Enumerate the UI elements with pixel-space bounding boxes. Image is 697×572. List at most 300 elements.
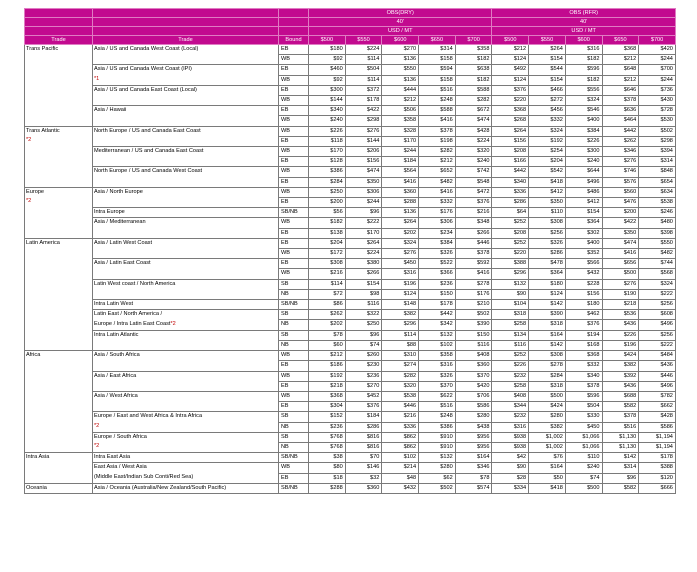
dry-rate-cell: $442 bbox=[419, 310, 456, 320]
dry-rate-cell: $270 bbox=[382, 45, 419, 55]
dry-rate-cell: $92 bbox=[309, 75, 346, 85]
dry-rate-cell: $176 bbox=[455, 289, 492, 299]
header-blank bbox=[25, 9, 93, 18]
rfr-rate-cell: $212 bbox=[602, 75, 639, 85]
rfr-rate-cell: $648 bbox=[602, 65, 639, 75]
table-row bbox=[25, 65, 676, 75]
rfr-rate-cell: $212 bbox=[602, 55, 639, 65]
rfr-rate-cell: $350 bbox=[602, 228, 639, 238]
bound-cell: EB bbox=[279, 473, 309, 483]
rfr-rate-cell: $496 bbox=[639, 381, 676, 391]
rfr-rate-cell: $544 bbox=[529, 65, 566, 75]
rfr-rate-cell: $782 bbox=[639, 391, 676, 401]
dry-rate-cell: $154 bbox=[345, 279, 382, 289]
route-label bbox=[93, 279, 279, 299]
rfr-rate-cell: $938 bbox=[492, 442, 529, 452]
rfr-rate-cell: $276 bbox=[602, 279, 639, 289]
rfr-rate-cell: $546 bbox=[565, 106, 602, 116]
dry-rate-cell: $136 bbox=[382, 208, 419, 218]
dry-rate-cell: $132 bbox=[419, 330, 456, 340]
rfr-rate-cell: $744 bbox=[639, 259, 676, 269]
dry-rate-cell: $358 bbox=[455, 45, 492, 55]
group-size-dry: 40' bbox=[309, 18, 492, 27]
rfr-rate-cell: $178 bbox=[639, 453, 676, 463]
rfr-rate-cell: $446 bbox=[639, 371, 676, 381]
dry-rate-cell: $652 bbox=[419, 167, 456, 177]
route-label-text: Intra Latin West bbox=[94, 301, 134, 308]
dry-rate-cell: $172 bbox=[309, 249, 346, 259]
route-label bbox=[93, 259, 279, 279]
dry-rate-cell: $288 bbox=[382, 198, 419, 208]
group-title-rfr: OBS (RFR) bbox=[492, 9, 675, 18]
route-label bbox=[93, 463, 279, 473]
dry-rate-cell: $322 bbox=[345, 310, 382, 320]
dry-rate-cell: $70 bbox=[345, 453, 382, 463]
dry-rate-cell: $376 bbox=[345, 402, 382, 412]
rfr-rate-cell: $530 bbox=[639, 116, 676, 126]
dry-rate-cell: $264 bbox=[345, 238, 382, 248]
rfr-rate-cell: $504 bbox=[565, 402, 602, 412]
table-row bbox=[25, 371, 676, 381]
group-unit-rfr: USD / MT bbox=[492, 27, 675, 36]
table-row bbox=[25, 442, 676, 452]
rfr-rate-cell: $110 bbox=[529, 208, 566, 218]
dry-rate-cell: $446 bbox=[455, 238, 492, 248]
dry-rate-cell: $550 bbox=[382, 65, 419, 75]
route-label bbox=[93, 371, 279, 391]
rfr-rate-cell: $180 bbox=[529, 279, 566, 289]
rfr-rate-cell: $536 bbox=[602, 310, 639, 320]
rfr-rate-cell: $142 bbox=[602, 453, 639, 463]
rfr-rate-cell: $424 bbox=[602, 351, 639, 361]
rfr-rate-cell: $74 bbox=[565, 473, 602, 483]
rfr-rate-cell: $486 bbox=[565, 187, 602, 197]
rfr-rate-cell: $180 bbox=[565, 300, 602, 310]
route-label-text: Asia / South Africa bbox=[94, 352, 140, 359]
rfr-rate-cell: $164 bbox=[529, 330, 566, 340]
rfr-rate-cell: $252 bbox=[492, 238, 529, 248]
route-label-text: Europe / East and West Africa & Intra Africa bbox=[94, 413, 203, 420]
rfr-rate-cell: $316 bbox=[492, 422, 529, 432]
route-label bbox=[93, 391, 279, 411]
trade-name: Oceania bbox=[26, 484, 47, 491]
rfr-rate-cell: $190 bbox=[602, 289, 639, 299]
dry-rate-cell: $248 bbox=[419, 412, 456, 422]
rfr-rate-cell: $436 bbox=[639, 361, 676, 371]
dry-rate-cell: $314 bbox=[419, 45, 456, 55]
rfr-rate-cell: $284 bbox=[529, 371, 566, 381]
rfr-rate-cell: $388 bbox=[492, 259, 529, 269]
dry-rate-cell: $114 bbox=[382, 330, 419, 340]
rfr-rate-cell: $478 bbox=[529, 259, 566, 269]
dry-rate-cell: $128 bbox=[309, 157, 346, 167]
rfr-rate-cell: $220 bbox=[492, 249, 529, 259]
dry-rate-cell: $114 bbox=[345, 55, 382, 65]
dry-rate-cell: $196 bbox=[382, 279, 419, 289]
table-row bbox=[25, 167, 676, 177]
dry-rate-cell: $286 bbox=[345, 422, 382, 432]
price-header: $700 bbox=[455, 36, 492, 45]
rfr-rate-cell: $262 bbox=[602, 136, 639, 146]
dry-rate-cell: $910 bbox=[419, 442, 456, 452]
dry-rate-cell: $206 bbox=[345, 147, 382, 157]
dry-rate-cell: $182 bbox=[455, 75, 492, 85]
trade-name: Latin America bbox=[26, 239, 60, 246]
rfr-rate-cell: $64 bbox=[492, 208, 529, 218]
dry-rate-cell: $184 bbox=[382, 157, 419, 167]
dry-rate-cell: $138 bbox=[309, 228, 346, 238]
rfr-rate-cell: $154 bbox=[565, 208, 602, 218]
dry-rate-cell: $78 bbox=[455, 473, 492, 483]
rfr-rate-cell: $848 bbox=[639, 167, 676, 177]
rfr-rate-cell: $390 bbox=[529, 310, 566, 320]
dry-rate-cell: $124 bbox=[382, 289, 419, 299]
route-label bbox=[93, 208, 279, 218]
dry-rate-cell: $176 bbox=[419, 208, 456, 218]
header-blank bbox=[279, 9, 309, 18]
dry-rate-cell: $266 bbox=[345, 269, 382, 279]
dry-rate-cell: $204 bbox=[309, 238, 346, 248]
dry-rate-cell: $218 bbox=[309, 381, 346, 391]
dry-rate-cell: $216 bbox=[382, 412, 419, 422]
rfr-rate-cell: $228 bbox=[565, 279, 602, 289]
rfr-rate-cell: $368 bbox=[565, 351, 602, 361]
rfr-rate-cell: $364 bbox=[529, 269, 566, 279]
table-row bbox=[25, 85, 676, 95]
dry-rate-cell: $326 bbox=[419, 249, 456, 259]
dry-rate-cell: $266 bbox=[455, 228, 492, 238]
rfr-rate-cell: $688 bbox=[602, 391, 639, 401]
dry-rate-cell: $144 bbox=[309, 96, 346, 106]
dry-rate-cell: $230 bbox=[345, 361, 382, 371]
dry-rate-cell: $144 bbox=[345, 136, 382, 146]
rfr-rate-cell: $666 bbox=[639, 483, 676, 493]
dry-rate-cell: $102 bbox=[419, 340, 456, 350]
bound-cell: EB bbox=[279, 402, 309, 412]
rfr-rate-cell: $278 bbox=[529, 361, 566, 371]
dry-rate-cell: $184 bbox=[345, 412, 382, 422]
rfr-rate-cell: $384 bbox=[565, 126, 602, 136]
rfr-rate-cell: $1,130 bbox=[602, 442, 639, 452]
rfr-rate-cell: $422 bbox=[602, 218, 639, 228]
rate-table-body bbox=[25, 45, 676, 494]
rfr-rate-cell: $192 bbox=[529, 136, 566, 146]
rfr-rate-cell: $462 bbox=[565, 310, 602, 320]
rfr-rate-cell: $124 bbox=[492, 75, 529, 85]
rfr-rate-cell: $194 bbox=[565, 330, 602, 340]
rfr-rate-cell: $1,066 bbox=[565, 442, 602, 452]
dry-rate-cell: $358 bbox=[382, 116, 419, 126]
dry-rate-cell: $516 bbox=[419, 85, 456, 95]
dry-rate-cell: $348 bbox=[455, 218, 492, 228]
trade-name: Africa bbox=[26, 352, 41, 359]
dry-rate-cell: $350 bbox=[345, 177, 382, 187]
rfr-rate-cell: $280 bbox=[529, 412, 566, 422]
dry-rate-cell: $102 bbox=[382, 453, 419, 463]
rfr-rate-cell: $318 bbox=[529, 381, 566, 391]
price-header: $650 bbox=[419, 36, 456, 45]
rfr-rate-cell: $324 bbox=[565, 96, 602, 106]
table-row bbox=[25, 238, 676, 248]
dry-rate-cell: $306 bbox=[419, 218, 456, 228]
bound-cell: EB bbox=[279, 238, 309, 248]
dry-rate-cell: $382 bbox=[382, 310, 419, 320]
rfr-rate-cell: $368 bbox=[602, 45, 639, 55]
route-label bbox=[93, 238, 279, 258]
dry-rate-cell: $340 bbox=[309, 106, 346, 116]
price-header: $500 bbox=[492, 36, 529, 45]
dry-rate-cell: $114 bbox=[309, 279, 346, 289]
table-row bbox=[25, 106, 676, 116]
dry-rate-cell: $88 bbox=[382, 340, 419, 350]
price-header: $700 bbox=[639, 36, 676, 45]
bound-cell: WB bbox=[279, 351, 309, 361]
dry-rate-cell: $282 bbox=[382, 371, 419, 381]
trade-cell bbox=[25, 238, 93, 350]
dry-rate-cell: $202 bbox=[309, 320, 346, 330]
dry-rate-cell: $250 bbox=[309, 187, 346, 197]
dry-rate-cell: $816 bbox=[345, 432, 382, 442]
dry-rate-cell: $32 bbox=[345, 473, 382, 483]
dry-rate-cell: $210 bbox=[455, 300, 492, 310]
rfr-rate-cell: $182 bbox=[565, 55, 602, 65]
table-row bbox=[25, 259, 676, 269]
rfr-rate-cell: $550 bbox=[639, 238, 676, 248]
rfr-rate-cell: $298 bbox=[639, 136, 676, 146]
rfr-rate-cell: $560 bbox=[602, 187, 639, 197]
dry-rate-cell: $180 bbox=[309, 45, 346, 55]
rfr-rate-cell: $428 bbox=[639, 412, 676, 422]
bound-cell: EB bbox=[279, 228, 309, 238]
route-note: *2 bbox=[170, 320, 176, 327]
bound-cell: WB bbox=[279, 167, 309, 177]
table-row bbox=[25, 422, 676, 432]
rfr-rate-cell: $538 bbox=[639, 198, 676, 208]
dry-rate-cell: $240 bbox=[455, 157, 492, 167]
dry-rate-cell: $450 bbox=[382, 259, 419, 269]
dry-rate-cell: $368 bbox=[309, 391, 346, 401]
table-row bbox=[25, 218, 676, 228]
bound-column-header: Bound bbox=[279, 36, 309, 45]
table-row bbox=[25, 300, 676, 310]
route-label-text: Asia / Latin East Coast bbox=[94, 260, 151, 267]
rfr-rate-cell: $254 bbox=[529, 147, 566, 157]
price-header: $600 bbox=[382, 36, 419, 45]
rfr-rate-cell: $240 bbox=[565, 463, 602, 473]
header-blank bbox=[279, 18, 309, 27]
dry-rate-cell: $316 bbox=[419, 361, 456, 371]
dry-rate-cell: $38 bbox=[309, 453, 346, 463]
route-label bbox=[93, 167, 279, 187]
route-label-text: Asia / Mediterranean bbox=[94, 219, 146, 226]
rfr-rate-cell: $142 bbox=[529, 300, 566, 310]
rfr-rate-cell: $330 bbox=[565, 412, 602, 422]
route-label-text: Asia / East Africa bbox=[94, 372, 137, 379]
table-row bbox=[25, 147, 676, 157]
dry-rate-cell: $186 bbox=[309, 361, 346, 371]
trade-name: Trans Pacific bbox=[26, 46, 59, 52]
bound-cell: EB bbox=[279, 136, 309, 146]
dry-rate-cell: $422 bbox=[345, 106, 382, 116]
rfr-rate-cell: $256 bbox=[529, 228, 566, 238]
rfr-rate-cell: $474 bbox=[602, 238, 639, 248]
dry-rate-cell: $416 bbox=[455, 269, 492, 279]
dry-rate-cell: $118 bbox=[309, 136, 346, 146]
rfr-rate-cell: $418 bbox=[529, 483, 566, 493]
rfr-rate-cell: $142 bbox=[529, 340, 566, 350]
rfr-rate-cell: $28 bbox=[492, 473, 529, 483]
rfr-rate-cell: $164 bbox=[529, 463, 566, 473]
dry-rate-cell: $502 bbox=[455, 310, 492, 320]
rfr-rate-cell: $208 bbox=[492, 228, 529, 238]
bound-cell: SB bbox=[279, 412, 309, 422]
rfr-rate-cell: $412 bbox=[565, 198, 602, 208]
dry-rate-cell: $742 bbox=[455, 167, 492, 177]
dry-rate-cell: $262 bbox=[309, 310, 346, 320]
dry-rate-cell: $224 bbox=[345, 45, 382, 55]
dry-rate-cell: $380 bbox=[345, 259, 382, 269]
dry-rate-cell: $156 bbox=[345, 157, 382, 167]
dry-rate-cell: $588 bbox=[419, 106, 456, 116]
dry-rate-cell: $214 bbox=[382, 463, 419, 473]
dry-rate-cell: $244 bbox=[345, 198, 382, 208]
dry-rate-cell: $438 bbox=[455, 422, 492, 432]
bound-cell: WB bbox=[279, 116, 309, 126]
rfr-rate-cell: $728 bbox=[639, 106, 676, 116]
rfr-rate-cell: $1,130 bbox=[602, 432, 639, 442]
route-label bbox=[93, 65, 279, 75]
rfr-rate-cell: $286 bbox=[492, 198, 529, 208]
rfr-rate-cell: $252 bbox=[492, 218, 529, 228]
header-blank bbox=[93, 9, 279, 18]
dry-rate-cell: $150 bbox=[455, 330, 492, 340]
dry-rate-cell: $432 bbox=[382, 483, 419, 493]
table-row bbox=[25, 310, 676, 320]
route-label-text: Intra Europe bbox=[94, 209, 125, 216]
rfr-rate-cell: $1,066 bbox=[565, 432, 602, 442]
rfr-rate-cell: $314 bbox=[602, 463, 639, 473]
dry-rate-cell: $216 bbox=[455, 208, 492, 218]
rfr-rate-cell: $582 bbox=[602, 402, 639, 412]
dry-rate-cell: $92 bbox=[309, 55, 346, 65]
route-label-text: Asia / Latin West Coast bbox=[94, 239, 153, 246]
rfr-rate-cell: $296 bbox=[492, 269, 529, 279]
route-label bbox=[93, 453, 279, 463]
rfr-rate-cell: $746 bbox=[602, 167, 639, 177]
rfr-rate-cell: $582 bbox=[602, 483, 639, 493]
dry-rate-cell: $78 bbox=[309, 330, 346, 340]
dry-rate-cell: $178 bbox=[345, 96, 382, 106]
table-row bbox=[25, 351, 676, 361]
rfr-rate-cell: $346 bbox=[602, 147, 639, 157]
rfr-rate-cell: $256 bbox=[639, 300, 676, 310]
rate-table bbox=[24, 8, 676, 494]
route-label-text: East Asia / West Asia bbox=[94, 464, 147, 471]
dry-rate-cell: $460 bbox=[309, 65, 346, 75]
route-note: *1 bbox=[94, 76, 100, 83]
rfr-rate-cell: $432 bbox=[565, 269, 602, 279]
rfr-rate-cell: $634 bbox=[639, 187, 676, 197]
rfr-rate-cell: $736 bbox=[639, 85, 676, 95]
route-label-text: Asia / US and Canada West Coast (Local) bbox=[94, 46, 199, 52]
trade-note: *2 bbox=[26, 198, 32, 205]
bound-cell: EB bbox=[279, 381, 309, 391]
rfr-rate-cell: $182 bbox=[565, 75, 602, 85]
route-label-text: Asia / US and Canada West Coast (IPI) bbox=[94, 66, 192, 73]
rfr-rate-cell: $382 bbox=[529, 422, 566, 432]
dry-rate-cell: $276 bbox=[382, 249, 419, 259]
rfr-rate-cell: $430 bbox=[639, 96, 676, 106]
rfr-rate-cell: $480 bbox=[639, 218, 676, 228]
route-label bbox=[93, 320, 279, 330]
route-label bbox=[93, 412, 279, 422]
rfr-rate-cell: $258 bbox=[492, 320, 529, 330]
rfr-rate-cell: $332 bbox=[565, 361, 602, 371]
rfr-rate-cell: $424 bbox=[529, 402, 566, 412]
dry-rate-cell: $548 bbox=[455, 177, 492, 187]
rfr-rate-cell: $154 bbox=[529, 55, 566, 65]
route-label bbox=[93, 310, 279, 320]
dry-rate-cell: $158 bbox=[419, 55, 456, 65]
dry-rate-cell: $332 bbox=[419, 198, 456, 208]
dry-rate-cell: $182 bbox=[309, 218, 346, 228]
rfr-rate-cell: $226 bbox=[565, 136, 602, 146]
dry-rate-cell: $592 bbox=[455, 259, 492, 269]
rfr-rate-cell: $90 bbox=[492, 289, 529, 299]
dry-rate-cell: $768 bbox=[309, 432, 346, 442]
rfr-rate-cell: $636 bbox=[602, 106, 639, 116]
route-note: *2 bbox=[94, 443, 100, 450]
rfr-rate-cell: $258 bbox=[492, 381, 529, 391]
route-label-text: Intra Latin Atlantic bbox=[94, 331, 139, 338]
trade-note: *2 bbox=[26, 136, 32, 143]
dry-rate-cell: $378 bbox=[455, 249, 492, 259]
dry-rate-cell: $282 bbox=[455, 96, 492, 106]
trade-name: Intra Asia bbox=[26, 454, 50, 461]
rfr-rate-cell: $352 bbox=[565, 249, 602, 259]
bound-cell: SB bbox=[279, 330, 309, 340]
price-header: $500 bbox=[309, 36, 346, 45]
dry-rate-cell: $564 bbox=[382, 167, 419, 177]
rfr-rate-cell: $244 bbox=[639, 55, 676, 65]
rfr-rate-cell: $134 bbox=[492, 330, 529, 340]
route-label-text: Asia / US and Canada East Coast (Local) bbox=[94, 86, 197, 93]
rfr-rate-cell: $644 bbox=[565, 167, 602, 177]
rfr-rate-cell: $300 bbox=[565, 147, 602, 157]
dry-rate-cell: $274 bbox=[382, 361, 419, 371]
rfr-rate-cell: $232 bbox=[492, 412, 529, 422]
rfr-rate-cell: $436 bbox=[602, 381, 639, 391]
group-title-dry: OBS(DRY) bbox=[309, 9, 492, 18]
rfr-rate-cell: $222 bbox=[639, 289, 676, 299]
rfr-rate-cell: $332 bbox=[529, 116, 566, 126]
rfr-rate-cell: $418 bbox=[529, 177, 566, 187]
rfr-rate-cell: $226 bbox=[602, 330, 639, 340]
price-header: $550 bbox=[529, 36, 566, 45]
dry-rate-cell: $378 bbox=[419, 126, 456, 136]
dry-rate-cell: $384 bbox=[419, 238, 456, 248]
dry-rate-cell: $170 bbox=[345, 228, 382, 238]
rfr-rate-cell: $456 bbox=[529, 106, 566, 116]
dry-rate-cell: $224 bbox=[455, 136, 492, 146]
dry-rate-cell: $222 bbox=[345, 218, 382, 228]
rfr-rate-cell: $196 bbox=[602, 340, 639, 350]
rfr-rate-cell: $226 bbox=[492, 361, 529, 371]
dry-rate-cell: $372 bbox=[345, 85, 382, 95]
dry-rate-cell: $86 bbox=[309, 300, 346, 310]
rfr-rate-cell: $378 bbox=[565, 381, 602, 391]
trade-cell bbox=[25, 483, 93, 493]
